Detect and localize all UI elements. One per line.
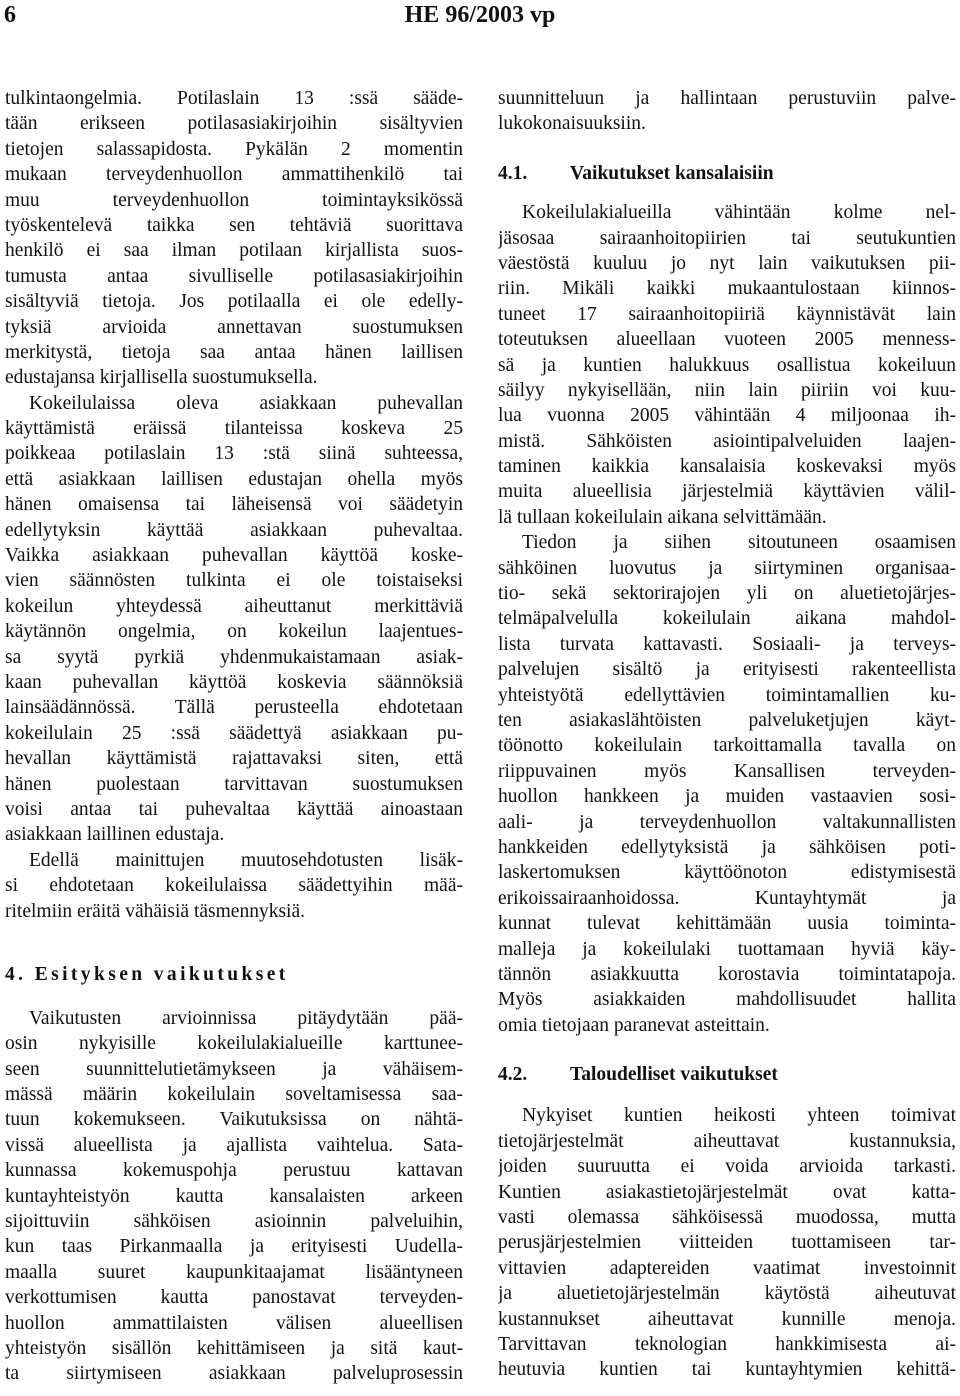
text-line: tyksiä arvioida annettavan suostumuksen [5,316,463,338]
text-line: väestöstä kuuluu jo nyt lain vaikutuksen pii- [498,252,956,274]
text-line: kun taas Pirkanmaalla ja erityisesti Uudella- [5,1236,463,1258]
text-line: kunnassa kokemuspohja perustuu kattavan [5,1160,463,1182]
text-line: käyttämistä eräissä tilanteissa koskeva 25 [5,418,463,440]
text-line: työskentelevä taikka sen tehtäviä suorittava [5,214,463,236]
text-line: vasti olemassa sähköisessä muodossa, mutta [498,1207,956,1229]
text-line: henkilö ei saa ilman potilaan kirjallista suos- [5,240,463,262]
text-line: muita alueellisia järjestelmiä käyttävien välil- [498,481,956,503]
text-line: mukaan terveydenhuollon ammattihenkilö tai [5,164,463,186]
subsection-heading [498,161,956,186]
page-number: 6 [4,2,16,28]
text-line: hevallan käyttämistä rajattavaksi siten, että [5,748,463,770]
text-line: tuun kokemukseen. Vaikutuksissa on nähtä- [5,1109,463,1131]
text-line: jäsosaa sairaanhoitopiirien tai seutukuntien [498,227,956,249]
text-line: merkitystä, tietoja saa antaa hänen laillisen [5,341,463,363]
text-line: sähköinen luovutus ja siirtyminen organisaa- [498,557,956,579]
text-line: vissä alueellista ja ajallista vaihtelua. Sata- [5,1134,463,1156]
text-line: asiakkaan laillinen edustaja. [5,824,225,846]
text-line: seen suunnittelutietämykseen ja vähäisem- [5,1058,463,1080]
paragraph [5,391,463,848]
text-line: kustannukset aiheuttavat kunnille menoja. [498,1308,956,1330]
text-line: vittavien adaptereiden vaatimat investoinnit [498,1257,956,1279]
text-line: tään erikseen potilasasiakirjoihin sisältyvien [5,113,463,135]
text-line: riippuvainen myös Kansallisen terveyden- [498,760,956,782]
page-header [0,0,960,34]
text-line: suunnitteluun ja hallintaan perustuviin palve- [498,88,956,109]
text-line: sa syytä pyrkiä yhdenmukaistamaan asiak- [5,646,463,668]
text-line: aali- ja terveydenhuollon valtakunnallisten [498,811,956,833]
text-line: Vaikka asiakkaan puhevallan käyttöä koske- [5,545,463,567]
paragraph [5,86,463,391]
text-line: kunnat tulevat kehittämään uusia toiminta- [498,913,956,935]
text-line: ten asiakaslähtöisten palveluketjujen käyt- [498,709,956,731]
text-line: erikoissairaanhoidossa. Kuntayhtymät ja [498,887,956,909]
paragraph [5,848,463,924]
right-column [498,86,956,1383]
text-line: malleja ja kokeilulaki tuottamaan hyviä käy- [498,938,956,960]
text-line: kaan puhevallan käyttöä koskevia säännöksiä [5,671,463,693]
text-line: telmäpalvelulla kokeilulain aikana mahdol- [498,608,956,630]
text-line: käytännön ongelmia, on kokeilun laajentues- [5,621,463,643]
text-line: Kuntien asiakastietojärjestelmät ovat katta- [498,1181,956,1203]
document-id: HE 96/2003 vp [404,2,556,28]
text-line: Tiedon ja siihen sitoutuneen osaamisen [522,532,956,554]
text-line: mässä määrin kokeilulain soveltamisessa saa- [5,1084,463,1106]
left-column [5,86,463,1387]
text-line: hänen puolestaan tarvittavan suostumuksen [5,773,463,795]
text-line: sisältyviä tietoja. Jos potilaalla ei ole edelly- [5,291,463,313]
text-line: poikkeaa potilaslain 13 :stä siinä suhteessa, [5,443,463,465]
text-line: huollon ammattilaisten välisen alueellisen [5,1312,463,1334]
text-line: mistä. Sähköisten asiointipalveluiden laajen- [498,430,956,452]
text-line: riin. Mikäli kaikki mukaantulostaan kiinnos- [498,278,956,300]
paragraph [498,86,956,137]
section-heading: 4. Esityksen vaikutukset [5,963,289,985]
text-line: edellytyksin käyttää asiakkaan puhevaltaa. [5,519,463,541]
text-line: ritelmiin eräitä vähäisiä täsmennyksiä. [5,900,305,922]
text-line: sä ja kuntien halukkuus osallistua kokeiluun [498,354,956,376]
text-line: kuntayhteistyön kautta kansalaisten arkeen [5,1185,463,1207]
text-line: vien säännösten tulkinta ei ole toistaiseksi [5,570,463,592]
text-line: tulkintaongelmia. Potilaslain 13 :ssä sääde- [5,88,463,109]
subsection-heading [498,1062,956,1087]
text-line: lä tullaan kokeilulain aikana selvittämään. [498,506,827,528]
text-line: Kokeilulakialueilla vähintään kolme nel- [522,202,956,224]
text-line: yhteistyön sisällön kehittämiseen ja sitä kaut- [5,1337,463,1359]
text-line: Nykyiset kuntien heikosti yhteen toimivat [522,1105,956,1127]
text-line: tännön asiakkuutta korostavia toimintatapoja. [498,963,956,985]
paragraph [498,1103,956,1382]
text-line: verkottumisen kautta panostavat terveyden- [5,1287,463,1309]
text-line: huollon hankkeen ja muiden vastaavien sosi- [498,786,956,808]
text-line: hankkeiden edellytyksistä ja sähköisen poti- [498,836,956,858]
text-line: ta siirtymiseen asiakkaan palveluprosessin [5,1363,463,1385]
text-line: säilyy nykyisellään, niin lain piiriin voi kuu- [498,379,956,401]
text-line: kokeilun yhteydessä aiheuttanut merkittäviä [5,595,463,617]
text-line: Edellä mainittujen muutosehdotusten lisäk- [29,849,463,871]
text-line: perusjärjestelmien viitteiden tuottamiseen tar- [498,1232,956,1254]
text-line: maalla suuret kaupunkitaajamat lisääntyneen [5,1261,463,1283]
text-line: si ehdotetaan kokeilulaissa säädettyihin mää- [5,875,463,897]
text-line: omia tietojaan paranevat asteittain. [498,1014,770,1036]
text-line: Kokeilulaissa oleva asiakkaan puhevallan [29,392,463,414]
text-line: että asiakkaan laillisen edustajan ohella myös [5,468,463,490]
text-line: Tarvittavan teknologian hankkimisesta ai- [498,1333,956,1355]
text-line: tietojärjestelmät aiheuttavat kustannuksia, [498,1130,956,1152]
text-line: kokeilulain 25 :ssä säädettyä asiakkaan pu- [5,722,463,744]
text-line: palvelujen sisältö ja erityisesti rakenteellista [498,659,956,681]
subsection-title: Taloudelliset vaikutukset [570,1064,778,1086]
subsection-title: Vaikutukset kansalaisiin [570,162,774,184]
text-line: lainsäädännössä. Tällä perusteella ehdotetaan [5,697,463,719]
text-line: joiden suuruutta ei voida arvioida tarkasti. [498,1156,956,1178]
text-line: Myös asiakkaiden mahdollisuudet hallita [498,989,956,1011]
paragraph [498,530,956,1038]
text-line: lukokonaisuuksiin. [498,113,646,135]
text-line: lista turvata kattavasti. Sosiaali- ja terveys- [498,633,956,655]
text-line: Vaikutusten arvioinnissa pitäydytään pää- [29,1007,463,1029]
text-line: muu terveydenhuollon toimintayksikössä [5,189,463,211]
text-line: edustajansa kirjallisella suostumuksella. [5,367,318,389]
text-line: tietojen salassapidosta. Pykälän 2 momentin [5,138,463,160]
text-line: osin nykyisille kokeilulakialueille karttunee- [5,1033,463,1055]
text-line: taminen kaikkia kansalaisia koskevaksi myös [498,456,956,478]
text-line: yhteistyötä edellyttävien toimintamallien ku- [498,684,956,706]
text-line: voisi antaa tai puhevaltaa käyttää ainoastaan [5,798,463,820]
text-line: heutuvia kuntien tai kuntayhtymien kehittä- [498,1359,956,1381]
paragraph [498,200,956,530]
text-line: ja aluetietojärjestelmän käytöstä aiheutuvat [498,1283,956,1305]
text-line: töönotto kokeilulain tarkoittamalla tavalla on [498,735,956,757]
text-line: hänen omaisensa tai läheisensä voi säädetyin [5,494,463,516]
text-line: toteutuksen alueellaan vuoteen 2005 menness- [498,329,956,351]
subsection-number: 4.2. [498,1064,528,1086]
text-line: tuneet 17 sairaanhoitopiiriä käynnistävät lain [498,303,956,325]
paragraph [5,1006,463,1387]
text-line: tio- sekä sektorirajojen yli on aluetietojärjes- [498,583,956,605]
text-line: lua vuonna 2005 vähintään 4 miljoonaa ih- [498,405,956,427]
text-line: sijoittuviin sähköisen asioinnin palveluihin, [5,1211,463,1233]
text-line: tumusta antaa sivulliselle potilasasiakirjoihin [5,265,463,287]
text-line: laskertomuksen käyttöönoton edistymisestä [498,862,956,884]
subsection-number: 4.1. [498,162,528,184]
